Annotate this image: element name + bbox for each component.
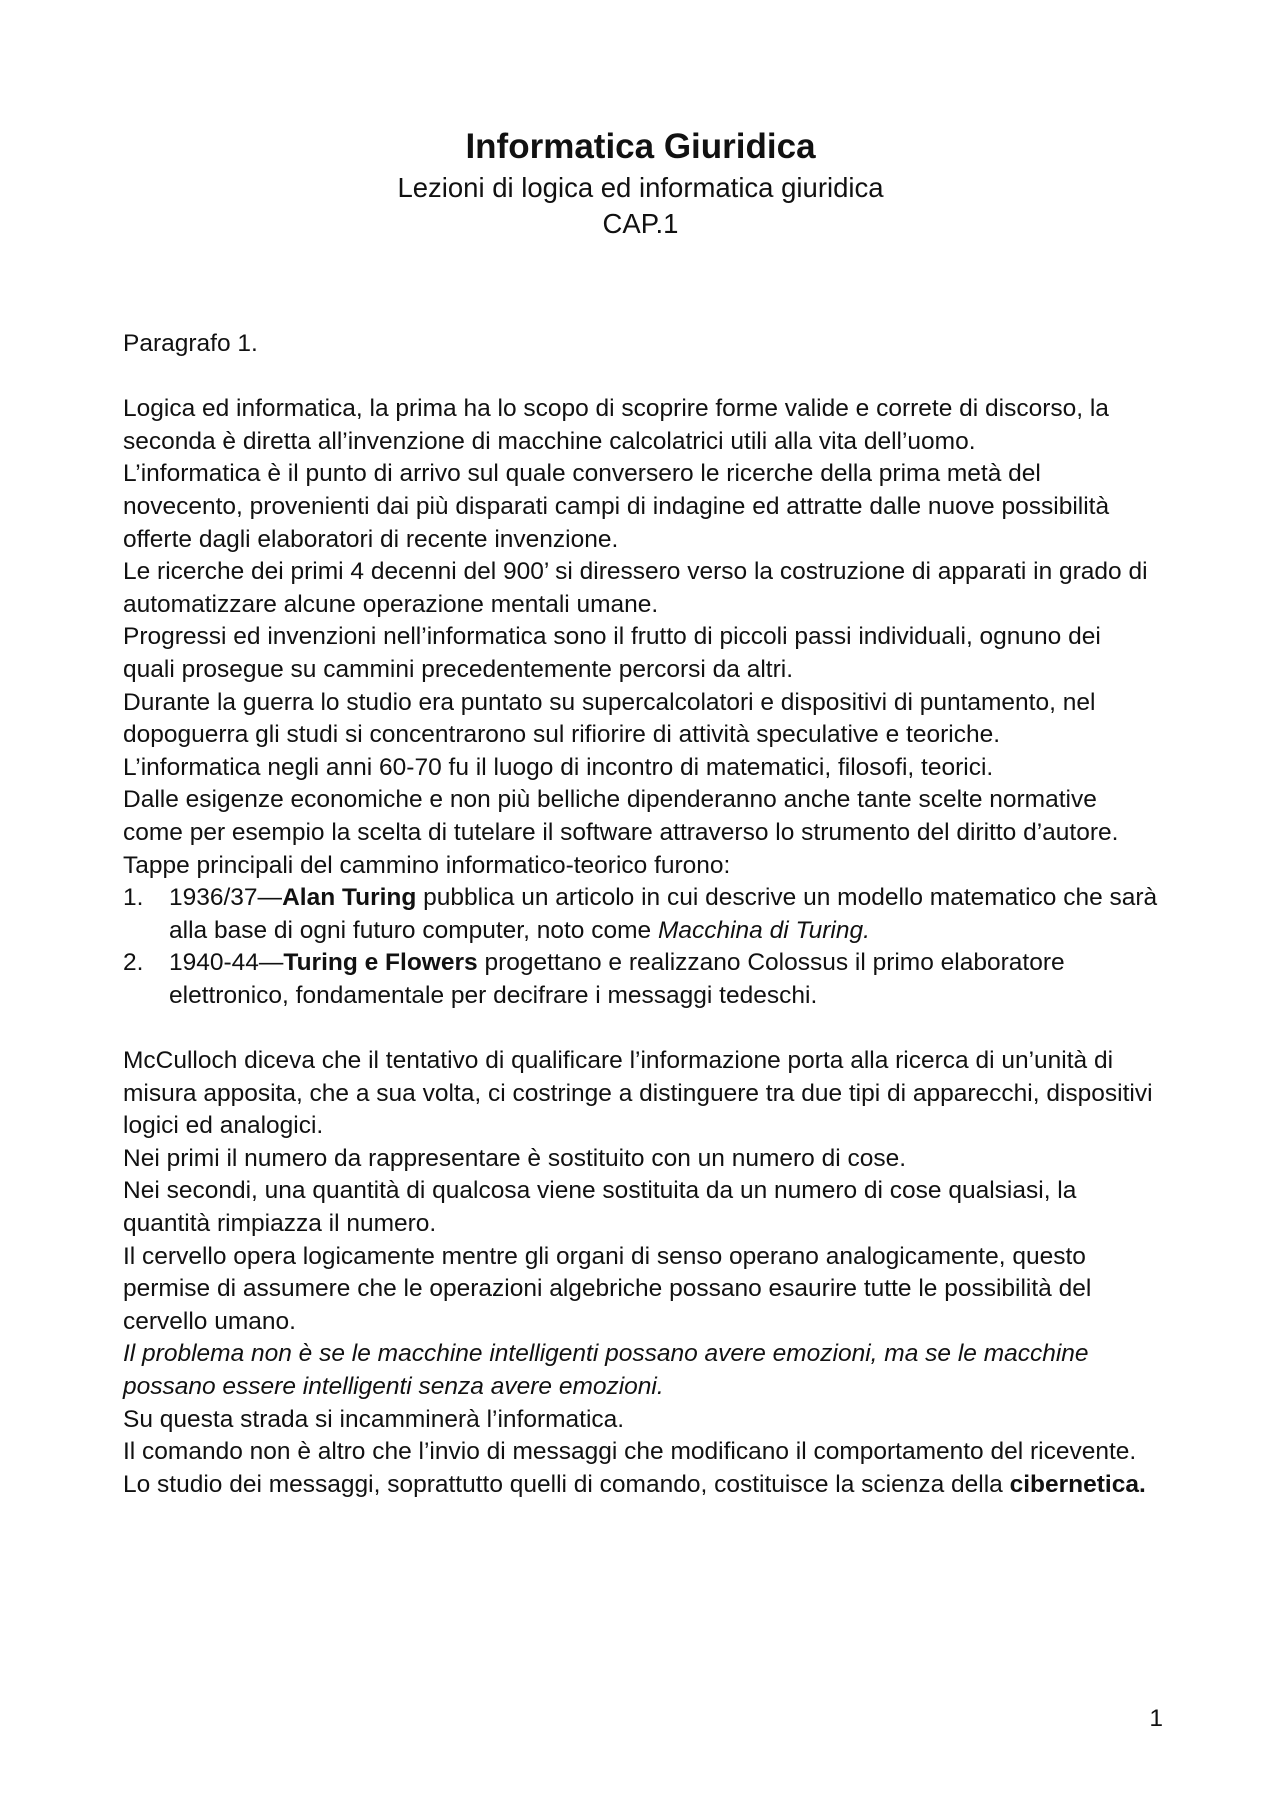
paragraph: Progressi ed invenzioni nell’informatica sono il frutto di piccoli passi individuali, ognuno dei quali prosegue su cammini precedentemente percorsi da altri. — [123, 623, 1101, 683]
milestone-date: 1936/37— — [169, 884, 283, 912]
milestones-list — [123, 882, 1158, 1012]
paragraph: Nei primi il numero da rappresentare è sostituito con un numero di cose. — [123, 1144, 907, 1172]
chapter-label: CAP.1 — [602, 208, 679, 239]
document-title: Informatica Giuridica — [465, 127, 816, 166]
document-subtitle: Lezioni di logica ed informatica giuridica — [397, 172, 884, 203]
list-item — [123, 882, 1158, 947]
paragraph: Durante la guerra lo studio era puntato su supercalcolatori e dispositivi di puntamento, nel dopoguerra gli studi si concentrarono sul rifiorire di attività speculative e teoriche. — [123, 688, 1096, 749]
paragraph: Tappe principali del cammino informatico-teorico furono: — [123, 851, 731, 879]
section-label: Paragrafo 1. — [123, 330, 258, 357]
closing-keyword: cibernetica. — [1009, 1470, 1146, 1498]
paragraph: Dalle esigenze economiche e non più belliche dipenderanno anche tante scelte normative come per esempio la scelta di tutelare il software attraverso lo strumento del diritto d’autore. — [123, 786, 1119, 846]
list-item — [123, 947, 1158, 1012]
document-body — [123, 328, 1158, 1501]
closing-paragraph — [123, 1469, 1158, 1502]
paragraph: Logica ed informatica, la prima ha lo scopo di scoprire forme valide e correte di discorso, la seconda è diretta all’invenzione di macchine calcolatrici utili alla vita dell’uomo. — [123, 395, 1109, 455]
list-item-number: 1. — [123, 884, 144, 912]
paragraph: Nei secondi, una quantità di qualcosa viene sostituita da un numero di cose qualsiasi, la quantità rimpiazza il numero. — [123, 1177, 1077, 1238]
list-item-number: 2. — [123, 949, 144, 977]
quote-paragraph — [123, 1338, 1158, 1403]
milestone-emphasis: Macchina di Turing. — [657, 916, 870, 944]
milestone-person: Alan Turing — [282, 884, 417, 912]
milestone-text: progettano e realizzano Colossus il primo elaboratore elettronico, fondamentale per decifrare i messaggi tedeschi. — [169, 949, 1065, 1009]
milestone-person: Turing e Flowers — [283, 949, 478, 977]
paragraph: L’informatica è il punto di arrivo sul quale conversero le ricerche della prima metà del novecento, provenienti dai più disparati campi di indagine ed attratte dalle nuove possibilità offerte dagli elaboratori di recente invenzione. — [123, 460, 1110, 553]
milestone-text: pubblica un articolo in cui descrive un modello matematico che sarà alla base di ogni futuro computer, noto come — [169, 884, 1158, 944]
quote-text: Il problema non è se le macchine intelligenti possano avere emozioni, ma se le macchine possano essere intelligenti senza avere emozioni. — [123, 1340, 1089, 1400]
milestone-date: 1940-44— — [169, 949, 284, 977]
document-header — [123, 125, 1158, 242]
page-number: 1 — [1149, 1705, 1163, 1732]
paragraph: Il comando non è altro che l’invio di messaggi che modificano il comportamento del ricevente. — [123, 1438, 1137, 1466]
paragraph: McCulloch diceva che il tentativo di qualificare l’informazione porta alla ricerca di un’unità di misura apposita, che a sua volta, ci costringe a distinguere tra due tipi di apparecchi, dispositivi logici ed analogici. — [123, 1047, 1153, 1140]
closing-text: Lo studio dei messaggi, soprattutto quelli di comando, costituisce la scienza della — [123, 1470, 1010, 1498]
paragraph: Su questa strada si incamminerà l’informatica. — [123, 1405, 625, 1433]
paragraph: Il cervello opera logicamente mentre gli organi di senso operano analogicamente, questo permise di assumere che le operazioni algebriche possano esaurire tutte le possibilità del cervello umano. — [123, 1242, 1092, 1335]
paragraph-spacer — [123, 1012, 1158, 1045]
paragraph: L’informatica negli anni 60-70 fu il luogo di incontro di matematici, filosofi, teorici. — [123, 753, 994, 781]
paragraph: Le ricerche dei primi 4 decenni del 900’ si diressero verso la costruzione di apparati in grado di automatizzare alcune operazione mentali umane. — [123, 558, 1148, 618]
